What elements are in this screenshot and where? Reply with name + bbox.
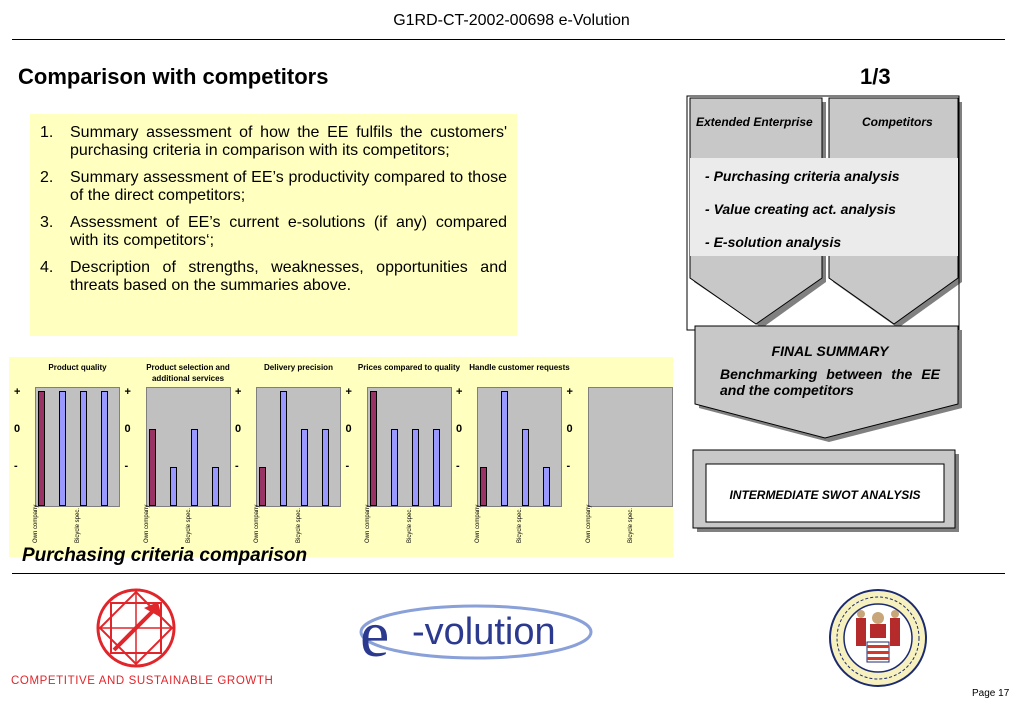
y-tick-label: - [456,460,460,472]
x-tick-label: Own company [585,504,592,543]
evolution-logo [356,596,596,666]
header-divider [12,39,1005,40]
summary-box [30,114,517,336]
analysis-label: Value creating act. analysis [713,201,896,217]
bar-competitor [391,429,398,506]
bar-competitor [80,391,87,506]
chart-title: Handle customer requests [469,363,570,372]
footer-divider [12,573,1005,574]
chart-title: Product quality [48,363,107,372]
bar-competitor [212,467,219,506]
x-tick-label: Bicycle spec. [406,507,413,543]
summary-item [40,214,507,250]
bar-competitor [191,429,198,506]
chart-plot-area [146,387,231,507]
x-tick-label: Own company [143,504,150,543]
item-number: 4. [40,259,54,276]
x-tick-label: Bicycle spec. [185,507,192,543]
bar-competitor [501,391,508,506]
x-tick-label: Own company [33,504,39,543]
y-tick-label: + [566,386,573,398]
arrow-right-label: Competitors [862,115,933,129]
item-number: 2. [40,169,54,186]
arrow-left-label: Extended Enterprise [696,115,813,129]
item-text: Summary assessment of how the EE fulfils the customers' purchasing criteria in comparison with its competitors; [70,124,507,159]
x-tick-label: Bicycle spec. [517,507,523,543]
y-tick-label: - [345,460,350,472]
analysis-label: Purchasing criteria analysis [713,168,900,184]
analysis-item: - E-solution analysis [705,234,842,250]
charts-caption: Purchasing criteria comparison [22,545,308,566]
analysis-item: - Purchasing criteria analysis [705,168,900,184]
y-tick-label: + [456,386,463,398]
page-number: Page 17 [972,688,1010,699]
bar-competitor [543,467,550,506]
chart-plot-area [477,387,562,507]
logo-e: e [360,598,390,666]
summary-item [40,124,507,160]
y-tick-label: 0 [345,423,352,435]
x-tick-label: Bicycle spec. [296,507,302,543]
y-tick-label: - [124,460,129,472]
analysis-label: E-solution analysis [713,234,842,250]
y-tick-label: 0 [566,423,573,435]
x-tick-label: Bicycle spec. [75,507,81,543]
x-tick-label: Own company [364,504,371,543]
y-tick-label: - [566,460,571,472]
bar-competitor [101,391,108,506]
y-tick-label: + [14,386,21,398]
bar-own-company [480,467,487,506]
y-tick-label: 0 [456,423,463,435]
bar-competitor [301,429,308,506]
y-tick-label: + [124,386,131,398]
bar-own-company [259,467,266,506]
bar-competitor [170,467,177,506]
chart-plot-area [367,387,452,507]
final-summary-text: Benchmarking between the EE and the competitors [720,366,940,398]
chart-title: Delivery precision [264,363,333,372]
bar-own-company [149,429,156,506]
item-text: Assessment of EE’s current e-solutions (if any) compared with its competitors‘; [70,214,507,249]
swot-label: INTERMEDIATE SWOT ANALYSIS [729,488,921,502]
chart-plot-area [35,387,120,507]
x-tick-label: Own company [475,504,481,543]
logo-word: -volution [412,611,556,653]
bar-competitor [412,429,419,506]
bar-competitor [433,429,440,506]
y-tick-label: 0 [235,423,242,435]
chart-plot-area [256,387,341,507]
bar-own-company [370,391,377,506]
summary-item [40,259,507,295]
x-tick-label: Bicycle spec. [627,507,634,543]
x-tick-label: Own company [254,504,260,543]
bar-own-company [38,391,45,506]
slide-title: Comparison with competitors [18,64,329,89]
bar-competitor [322,429,329,506]
chart-title: Prices compared to quality [357,363,461,372]
analysis-item: - Value creating act. analysis [705,201,896,217]
chart-plot-area [588,387,673,507]
summary-list [30,114,517,295]
bar-competitor [59,391,66,506]
item-text: Description of strengths, weaknesses, opportunities and threats based on the summaries above. [70,259,507,294]
summary-item [40,169,507,205]
y-tick-label: - [235,460,239,472]
growth-logo-text: COMPETITIVE AND SUSTAINABLE GROWTH [11,675,274,687]
item-number: 1. [40,124,54,141]
bar-competitor [522,429,529,506]
slide-fraction: 1/3 [860,64,891,89]
document-header: G1RD-CT-2002-00698 e-Volution [393,12,630,29]
university-seal-icon [828,588,928,688]
y-tick-label: + [345,386,352,398]
final-summary-title: FINAL SUMMARY [771,343,889,359]
item-number: 3. [40,214,54,231]
process-diagram [680,92,980,552]
y-tick-label: + [235,386,242,398]
bar-competitor [280,391,287,506]
growth-logo-icon [96,588,176,668]
chart-title: Product selection and additional services [146,363,230,383]
y-tick-label: 0 [14,423,21,435]
y-tick-label: - [14,460,18,472]
item-text: Summary assessment of EE’s productivity compared to those of the direct competitors; [70,169,507,204]
y-tick-label: 0 [124,423,131,435]
